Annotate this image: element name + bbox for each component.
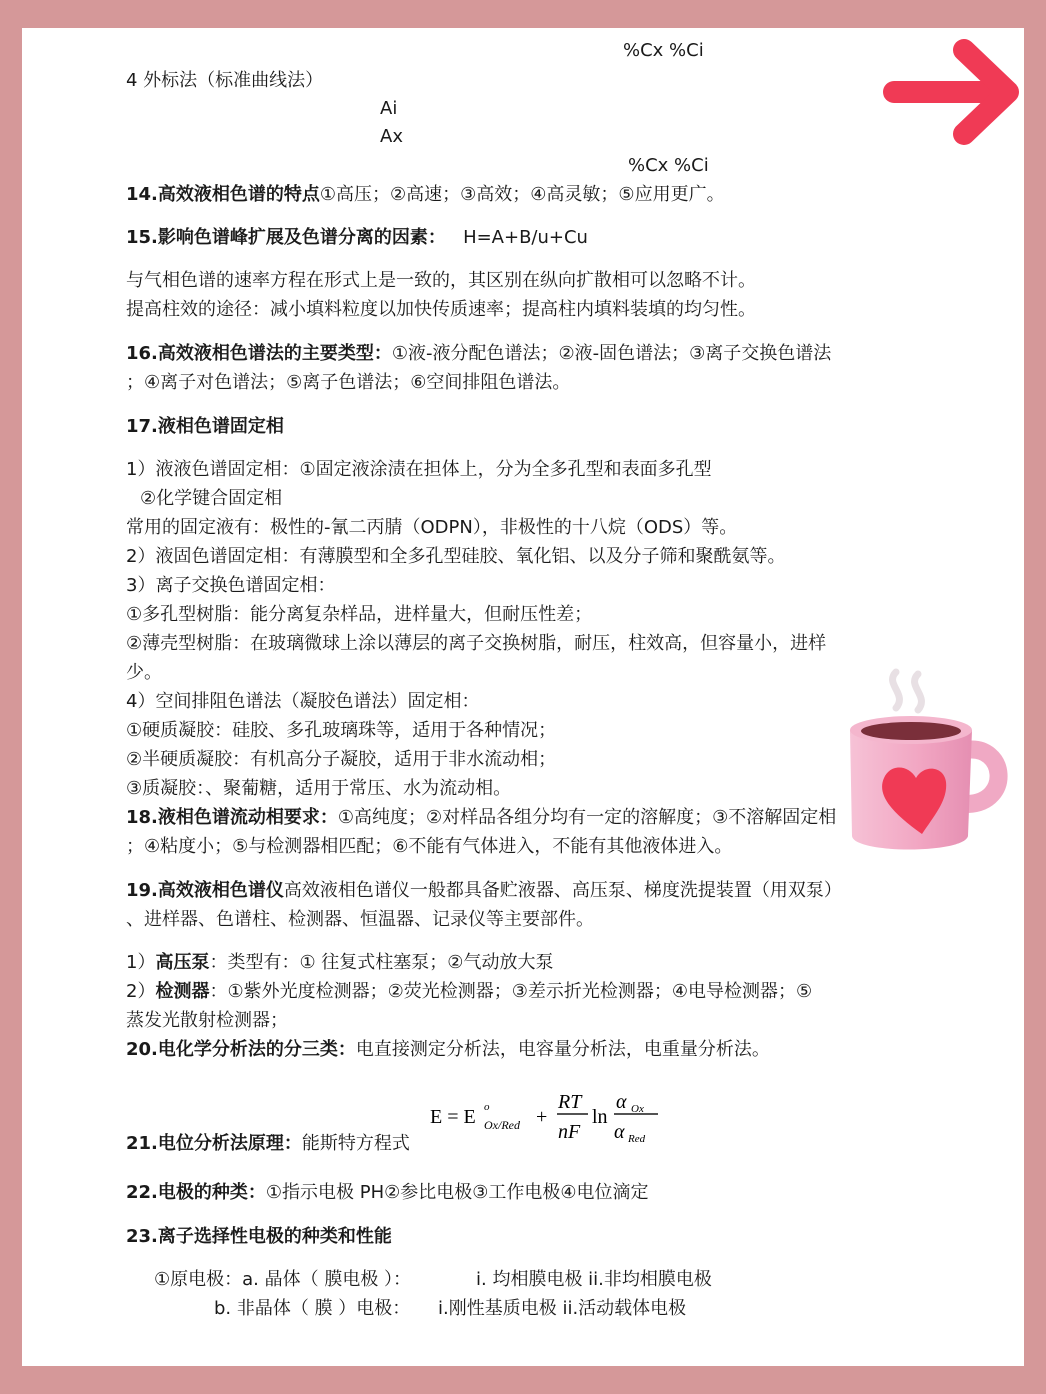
formula-sub: Ox/Red — [484, 1118, 520, 1132]
ox-label: Ox — [631, 1103, 644, 1115]
s17-line: ②薄壳型树脂：在玻璃微球上涂以薄层的离子交换树脂，耐压，柱效高，但容量小，进样 — [126, 633, 827, 654]
s17-line: 常用的固定液有：极性的-氰二丙腈（ODPN），非极性的十八烷（ODS）等。 — [126, 517, 738, 538]
s23-line1a: ①原电极：a. 晶体（ 膜电极 ）： — [154, 1269, 412, 1290]
section-22-text: ①指示电极 PH②参比电极③工作电极④电位滴定 — [265, 1182, 649, 1203]
section-21-heading: 21.电位分析法原理： — [126, 1133, 302, 1154]
section-19-text: 高效液相色谱仪一般都具备贮液器、高压泵、梯度洗提装置（用双泵） — [283, 880, 842, 901]
s17-line: 1）液液色谱固定相：①固定液涂渍在担体上，分为全多孔型和表面多孔型 — [126, 459, 712, 480]
s23-line1b: i. 均相膜电极 ii.非均相膜电极 — [476, 1269, 712, 1290]
detector-text: ：①紫外光度检测器；②荧光检测器；③差示折光检测器；④电导检测器；⑤ — [209, 981, 813, 1002]
formula-lhs: E = E — [430, 1106, 476, 1128]
s17-line: 2）液固色谱固定相：有薄膜型和全多孔型硅胶、氧化铝、以及分子筛和聚酰氨等。 — [126, 546, 786, 567]
section-19-line2: 、进样器、色谱柱、检测器、恒温器、记录仪等主要部件。 — [126, 909, 594, 930]
section-18-line1 — [126, 805, 836, 831]
section-15-heading: 15.影响色谱峰扩展及色谱分离的因素： — [126, 227, 446, 248]
pump-line — [126, 950, 553, 976]
pump-prefix: 1） — [126, 952, 156, 973]
section-18-heading: 18.液相色谱流动相要求： — [126, 807, 338, 828]
s17-line: 4）空间排阻色谱法（凝胶色谱法）固定相： — [126, 691, 480, 712]
section-16-text: ①液-液分配色谱法；②液-固色谱法；③离子交换色谱法 — [391, 343, 832, 364]
section-16-line1 — [126, 341, 831, 367]
red-label: Red — [628, 1133, 646, 1145]
section-15-line2: 提高柱效的途径：减小填料粒度以加快传质速率；提高柱内填料装填的均匀性。 — [126, 299, 756, 320]
section-17-heading: 17.液相色谱固定相 — [126, 416, 284, 437]
s17-line: ①硬质凝胶：硅胶、多孔玻璃珠等，适用于各种情况； — [126, 720, 557, 741]
pump-label: 高压泵 — [155, 952, 210, 973]
s23-line2b: i.刚性基质电极 ii.活动载体电极 — [438, 1298, 687, 1319]
rate-equation: H=A+B/u+Cu — [463, 227, 588, 248]
section-23-heading: 23.离子选择性电极的种类和性能 — [126, 1226, 392, 1247]
ratio-bottom: %Cx %Ci — [628, 155, 709, 176]
section-20-heading: 20.电化学分析法的分三类： — [126, 1039, 356, 1060]
detector-line2: 蒸发光散射检测器； — [126, 1010, 288, 1031]
s17-line: 3）离子交换色谱固定相： — [126, 575, 336, 596]
formula-num: RT — [558, 1091, 582, 1113]
formula-ln: ln — [592, 1106, 608, 1128]
alpha-red: α — [614, 1121, 625, 1143]
section-20-text: 电直接测定分析法，电容量分析法，电重量分析法。 — [355, 1039, 770, 1060]
section-21 — [126, 1131, 410, 1157]
section-19-line1 — [126, 878, 842, 904]
s17-line: ②化学键合固定相 — [140, 488, 283, 509]
ai-label: Ai — [380, 98, 398, 119]
detector-prefix: 2） — [126, 981, 156, 1002]
ax-label: Ax — [380, 126, 403, 147]
section-14-text: ①高压；②高速；③高效；④高灵敏；⑤应用更广。 — [319, 184, 725, 205]
s17-line: ②半硬质凝胶：有机高分子凝胶，适用于非水流动相； — [126, 749, 557, 770]
alpha-ox: α — [616, 1091, 627, 1113]
formula-den: nF — [558, 1121, 581, 1143]
section-16-heading: 16.高效液相色谱法的主要类型： — [126, 343, 392, 364]
s17-line: ③质凝胶：、聚葡糖，适用于常压、水为流动相。 — [126, 778, 512, 799]
s23-line2a: b. 非晶体（ 膜 ）电极： — [214, 1298, 411, 1319]
pump-text: ：类型有：① 往复式柱塞泵；②气动放大泵 — [209, 952, 554, 973]
section-15-heading-line — [126, 225, 588, 251]
section-19-heading: 19.高效液相色谱仪 — [126, 880, 284, 901]
section-22-heading: 22.电极的种类： — [126, 1182, 266, 1203]
formula-sup: o — [484, 1101, 490, 1113]
coffee-mug-icon — [836, 664, 1012, 860]
s17-line: 少。 — [126, 662, 162, 683]
formula-plus: + — [536, 1106, 548, 1128]
nernst-equation — [430, 1086, 670, 1152]
section-14 — [126, 182, 725, 208]
section-16-line2: ；④离子对色谱法；⑤离子色谱法；⑥空间排阻色谱法。 — [126, 372, 571, 393]
section-20 — [126, 1037, 770, 1063]
steam-icon — [893, 672, 922, 710]
section-15-line1: 与气相色谱的速率方程在形式上是一致的，其区别在纵向扩散相可以忽略不计。 — [126, 270, 756, 291]
section-22 — [126, 1180, 649, 1206]
detector-label: 检测器 — [155, 981, 210, 1002]
item-4: 4 外标法（标准曲线法） — [126, 70, 324, 91]
section-21-text: 能斯特方程式 — [301, 1133, 410, 1154]
ratio-top: %Cx %Ci — [623, 40, 704, 61]
s17-line: ①多孔型树脂：能分离复杂样品，进样量大，但耐压性差； — [126, 604, 593, 625]
section-18-text: ①高纯度；②对样品各组分均有一定的溶解度；③不溶解固定相 — [337, 807, 837, 828]
detector-line — [126, 979, 812, 1005]
section-18-line2: ；④粘度小；⑤与检测器相匹配；⑥不能有气体进入，不能有其他液体进入。 — [126, 836, 733, 857]
section-14-heading: 14.高效液相色谱的特点 — [126, 184, 320, 205]
arrow-right-icon — [880, 36, 1030, 146]
